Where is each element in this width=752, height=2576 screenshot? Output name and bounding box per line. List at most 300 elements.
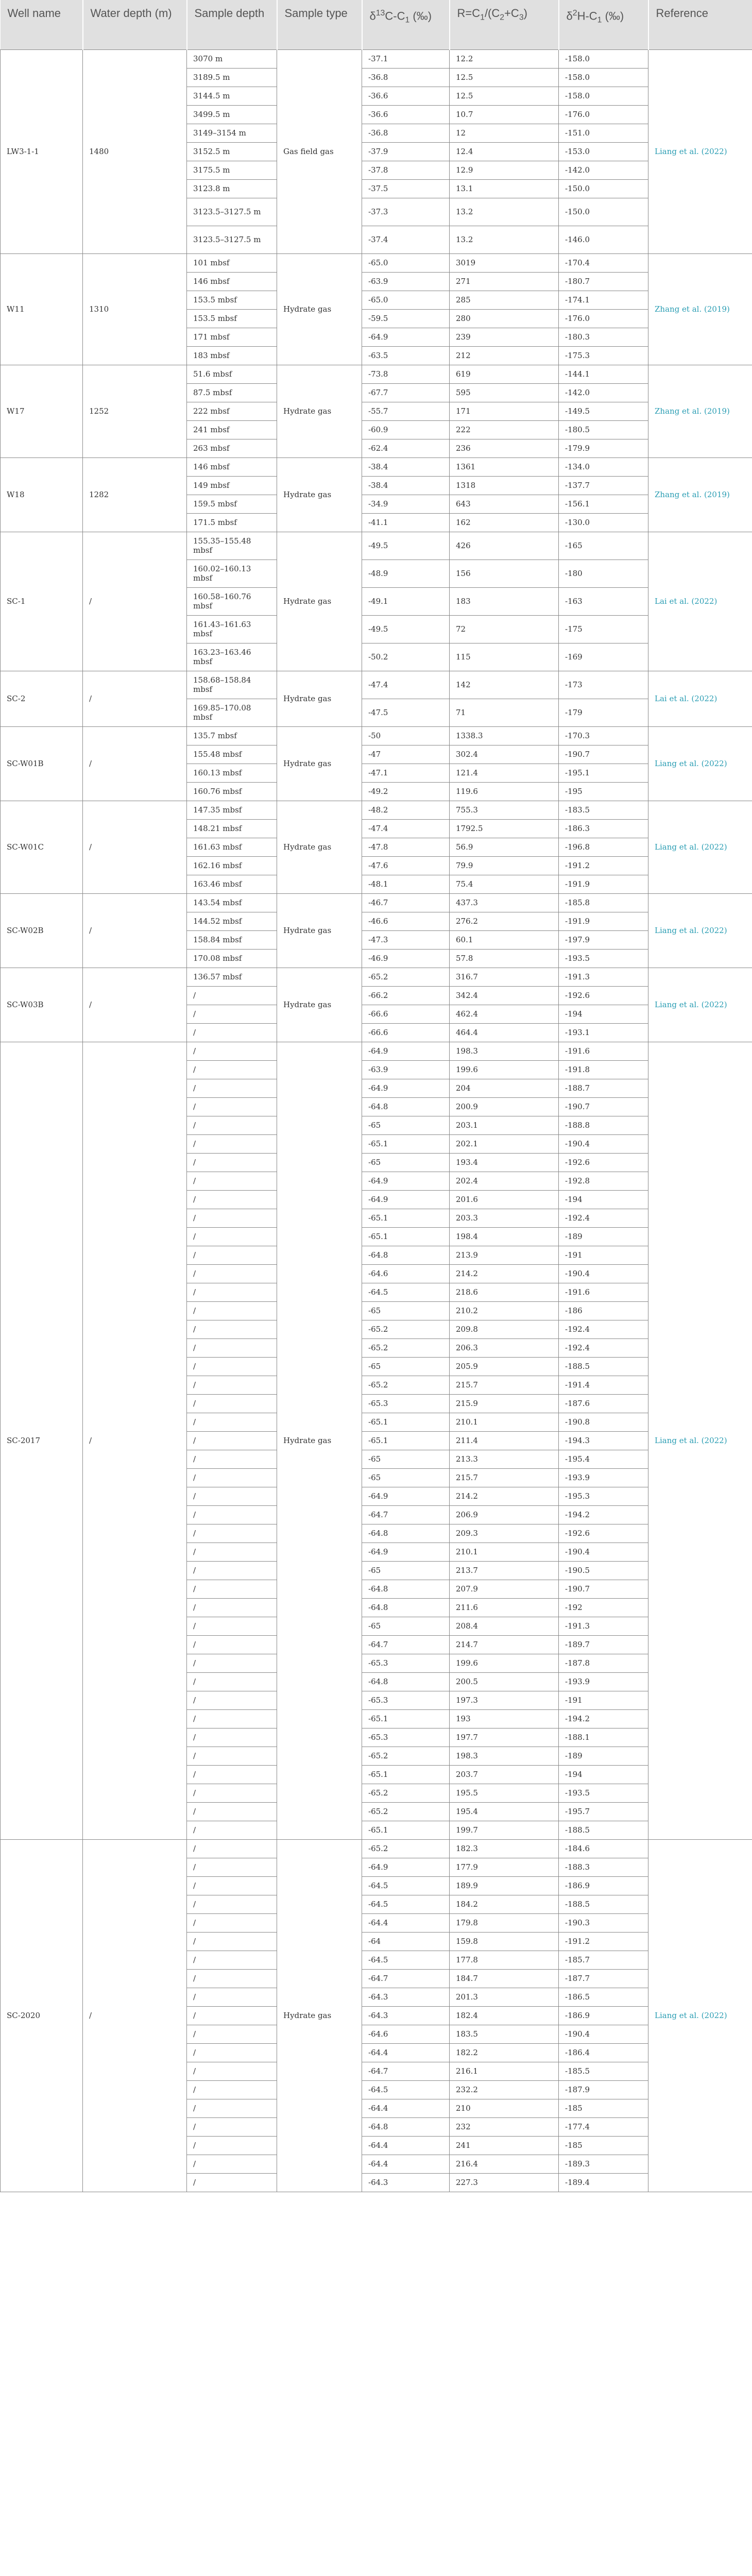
ratio-cell: 213.9 bbox=[450, 1246, 559, 1264]
delta2h-cell: -169 bbox=[559, 643, 648, 671]
delta2h-cell: -191 bbox=[559, 1246, 648, 1264]
delta13c-cell: -59.5 bbox=[362, 309, 450, 328]
sample-type-cell: Hydrate gas bbox=[277, 457, 362, 532]
water-depth-cell: 1252 bbox=[83, 365, 187, 457]
sample-depth-cell: 263 mbsf bbox=[187, 439, 277, 457]
delta2h-cell: -142.0 bbox=[559, 161, 648, 179]
water-depth-cell: / bbox=[83, 671, 187, 726]
sample-depth-cell: 3123.5–3127.5 m bbox=[187, 226, 277, 253]
delta13c-cell: -47.4 bbox=[362, 819, 450, 838]
sample-type-cell: Hydrate gas bbox=[277, 365, 362, 457]
reference-cell: Lai et al. (2022) bbox=[648, 532, 752, 671]
delta13c-cell: -65.2 bbox=[362, 1376, 450, 1394]
ratio-cell: 183 bbox=[450, 587, 559, 615]
delta13c-cell: -46.6 bbox=[362, 912, 450, 930]
delta13c-cell: -41.1 bbox=[362, 513, 450, 532]
ratio-cell: 159.8 bbox=[450, 1932, 559, 1951]
delta13c-cell: -65 bbox=[362, 1468, 450, 1487]
sample-depth-cell: 155.48 mbsf bbox=[187, 745, 277, 764]
delta13c-cell: -64.9 bbox=[362, 1190, 450, 1209]
well-name-cell: SC-W01B bbox=[1, 726, 83, 801]
delta2h-cell: -192.8 bbox=[559, 1172, 648, 1190]
delta13c-cell: -38.4 bbox=[362, 457, 450, 476]
ratio-cell: 209.8 bbox=[450, 1320, 559, 1338]
sample-type-cell: Hydrate gas bbox=[277, 671, 362, 726]
ratio-cell: 595 bbox=[450, 383, 559, 402]
ratio-cell: 206.9 bbox=[450, 1505, 559, 1524]
delta2h-cell: -190.3 bbox=[559, 1913, 648, 1932]
ratio-cell: 203.3 bbox=[450, 1209, 559, 1227]
delta2h-cell: -180.5 bbox=[559, 420, 648, 439]
delta13c-cell: -64.8 bbox=[362, 2117, 450, 2136]
sample-type-cell: Hydrate gas bbox=[277, 1042, 362, 1839]
well-name-cell: W11 bbox=[1, 253, 83, 365]
sample-depth-cell: 147.35 mbsf bbox=[187, 801, 277, 819]
sample-depth-cell: / bbox=[187, 1617, 277, 1635]
ratio-cell: 12.5 bbox=[450, 87, 559, 105]
delta13c-cell: -65.2 bbox=[362, 1839, 450, 1858]
ratio-cell: 213.7 bbox=[450, 1561, 559, 1580]
delta2h-cell: -185 bbox=[559, 2099, 648, 2117]
ratio-cell: 211.4 bbox=[450, 1431, 559, 1450]
sample-depth-cell: / bbox=[187, 1598, 277, 1617]
sample-depth-cell: 3189.5 m bbox=[187, 68, 277, 87]
sample-depth-cell: 158.84 mbsf bbox=[187, 930, 277, 949]
sample-depth-cell: / bbox=[187, 1394, 277, 1413]
sample-depth-cell: / bbox=[187, 1951, 277, 1969]
delta2h-cell: -180.3 bbox=[559, 328, 648, 346]
delta2h-cell: -194.2 bbox=[559, 1709, 648, 1728]
delta13c-cell: -64.6 bbox=[362, 1264, 450, 1283]
delta2h-cell: -153.0 bbox=[559, 142, 648, 161]
sample-depth-cell: / bbox=[187, 1357, 277, 1376]
ratio-cell: 60.1 bbox=[450, 930, 559, 949]
delta13c-cell: -37.4 bbox=[362, 226, 450, 253]
table-row bbox=[1, 1839, 752, 1858]
delta13c-cell: -64.9 bbox=[362, 1858, 450, 1876]
sample-type-cell: Hydrate gas bbox=[277, 253, 362, 365]
sample-depth-cell: / bbox=[187, 1301, 277, 1320]
delta13c-cell: -65.1 bbox=[362, 1227, 450, 1246]
table-header bbox=[1, 0, 752, 49]
sample-depth-cell: / bbox=[187, 1097, 277, 1116]
sample-depth-cell: 148.21 mbsf bbox=[187, 819, 277, 838]
ratio-cell: 162 bbox=[450, 513, 559, 532]
delta2h-cell: -170.3 bbox=[559, 726, 648, 745]
delta13c-cell: -64.8 bbox=[362, 1524, 450, 1543]
ratio-cell: 215.7 bbox=[450, 1468, 559, 1487]
delta13c-cell: -65.1 bbox=[362, 1821, 450, 1839]
ratio-cell: 182.2 bbox=[450, 2043, 559, 2062]
sample-depth-cell: 136.57 mbsf bbox=[187, 968, 277, 986]
sample-depth-cell: / bbox=[187, 1802, 277, 1821]
delta2h-cell: -142.0 bbox=[559, 383, 648, 402]
delta2h-cell: -192.4 bbox=[559, 1338, 648, 1357]
ratio-cell: 205.9 bbox=[450, 1357, 559, 1376]
water-depth-cell: / bbox=[83, 1042, 187, 1839]
sample-depth-cell: 144.52 mbsf bbox=[187, 912, 277, 930]
ratio-cell: 142 bbox=[450, 671, 559, 699]
sample-depth-cell: 159.5 mbsf bbox=[187, 495, 277, 513]
delta2h-cell: -186.9 bbox=[559, 2006, 648, 2025]
reference-cell: Liang et al. (2022) bbox=[648, 968, 752, 1042]
delta2h-cell: -191.4 bbox=[559, 1376, 648, 1394]
ratio-cell: 210 bbox=[450, 2099, 559, 2117]
delta2h-cell: -187.9 bbox=[559, 2080, 648, 2099]
delta13c-cell: -64.5 bbox=[362, 1283, 450, 1301]
reference-cell: Lai et al. (2022) bbox=[648, 671, 752, 726]
delta13c-cell: -37.3 bbox=[362, 198, 450, 226]
sample-depth-cell: / bbox=[187, 1913, 277, 1932]
delta2h-cell: -187.6 bbox=[559, 1394, 648, 1413]
sample-type-cell: Hydrate gas bbox=[277, 532, 362, 671]
delta2h-cell: -188.7 bbox=[559, 1079, 648, 1097]
delta2h-cell: -183.5 bbox=[559, 801, 648, 819]
sample-depth-cell: 163.23–163.46 mbsf bbox=[187, 643, 277, 671]
delta13c-cell: -47 bbox=[362, 745, 450, 764]
ratio-cell: 1792.5 bbox=[450, 819, 559, 838]
sample-depth-cell: / bbox=[187, 1858, 277, 1876]
delta13c-cell: -63.5 bbox=[362, 346, 450, 365]
delta13c-cell: -46.9 bbox=[362, 949, 450, 968]
ratio-cell: 213.3 bbox=[450, 1450, 559, 1468]
sample-depth-cell: 163.46 mbsf bbox=[187, 875, 277, 893]
reference-cell: Liang et al. (2022) bbox=[648, 1042, 752, 1839]
delta13c-cell: -65 bbox=[362, 1116, 450, 1134]
sample-type-cell: Hydrate gas bbox=[277, 726, 362, 801]
sample-depth-cell: / bbox=[187, 1450, 277, 1468]
well-name-cell: SC-W02B bbox=[1, 893, 83, 968]
sample-depth-cell: / bbox=[187, 1876, 277, 1895]
ratio-cell: 236 bbox=[450, 439, 559, 457]
delta13c-cell: -37.8 bbox=[362, 161, 450, 179]
sample-depth-cell: / bbox=[187, 1431, 277, 1450]
delta13c-cell: -36.6 bbox=[362, 87, 450, 105]
sample-type-cell: Hydrate gas bbox=[277, 1839, 362, 2192]
delta2h-cell: -190.5 bbox=[559, 1561, 648, 1580]
ratio-cell: 177.8 bbox=[450, 1951, 559, 1969]
delta13c-cell: -47.1 bbox=[362, 764, 450, 782]
reference-cell: Liang et al. (2022) bbox=[648, 801, 752, 893]
ratio-cell: 72 bbox=[450, 615, 559, 643]
delta13c-cell: -65.3 bbox=[362, 1691, 450, 1709]
ratio-cell: 203.7 bbox=[450, 1765, 559, 1784]
delta2h-cell: -186 bbox=[559, 1301, 648, 1320]
header-delta2h: $\delta^2H-C_1$ (‰) bbox=[559, 0, 648, 49]
delta13c-cell: -73.8 bbox=[362, 365, 450, 383]
water-depth-cell: / bbox=[83, 726, 187, 801]
ratio-cell: 276.2 bbox=[450, 912, 559, 930]
delta2h-cell: -188.5 bbox=[559, 1821, 648, 1839]
ratio-cell: 197.7 bbox=[450, 1728, 559, 1747]
sample-depth-cell: / bbox=[187, 1209, 277, 1227]
ratio-cell: 239 bbox=[450, 328, 559, 346]
delta2h-cell: -193.5 bbox=[559, 1784, 648, 1802]
reference-cell: Liang et al. (2022) bbox=[648, 893, 752, 968]
delta2h-cell: -189.7 bbox=[559, 1635, 648, 1654]
sample-depth-cell: 160.76 mbsf bbox=[187, 782, 277, 801]
delta2h-cell: -191.3 bbox=[559, 1617, 648, 1635]
ratio-cell: 182.3 bbox=[450, 1839, 559, 1858]
delta2h-cell: -190.4 bbox=[559, 1543, 648, 1561]
delta2h-cell: -151.0 bbox=[559, 124, 648, 142]
ratio-cell: 285 bbox=[450, 291, 559, 309]
ratio-cell: 342.4 bbox=[450, 986, 559, 1005]
delta2h-cell: -188.3 bbox=[559, 1858, 648, 1876]
ratio-cell: 12.5 bbox=[450, 68, 559, 87]
ratio-cell: 179.8 bbox=[450, 1913, 559, 1932]
ratio-cell: 203.1 bbox=[450, 1116, 559, 1134]
ratio-cell: 232 bbox=[450, 2117, 559, 2136]
ratio-cell: 177.9 bbox=[450, 1858, 559, 1876]
sample-depth-cell: / bbox=[187, 1376, 277, 1394]
sample-depth-cell: 101 mbsf bbox=[187, 253, 277, 272]
sample-depth-cell: 3070 m bbox=[187, 49, 277, 68]
delta2h-cell: -187.7 bbox=[559, 1969, 648, 1988]
header-delta13c: $\delta^{13}C-C_1$ (‰) bbox=[362, 0, 450, 49]
delta13c-cell: -64.3 bbox=[362, 2173, 450, 2192]
delta13c-cell: -65.2 bbox=[362, 968, 450, 986]
delta2h-cell: -193.1 bbox=[559, 1023, 648, 1042]
sample-depth-cell: / bbox=[187, 1747, 277, 1765]
header-sample-depth: Sample depth bbox=[187, 0, 277, 49]
delta13c-cell: -66.6 bbox=[362, 1005, 450, 1023]
delta2h-cell: -177.4 bbox=[559, 2117, 648, 2136]
ratio-cell: 232.2 bbox=[450, 2080, 559, 2099]
delta13c-cell: -63.9 bbox=[362, 272, 450, 291]
delta2h-cell: -193.5 bbox=[559, 949, 648, 968]
header-ratio: $R=C_1/(C_2+C_3)$ bbox=[450, 0, 559, 49]
ratio-cell: 280 bbox=[450, 309, 559, 328]
delta2h-cell: -179.9 bbox=[559, 439, 648, 457]
ratio-cell: 202.1 bbox=[450, 1134, 559, 1153]
sample-depth-cell: / bbox=[187, 1728, 277, 1747]
delta2h-cell: -188.5 bbox=[559, 1357, 648, 1376]
ratio-cell: 241 bbox=[450, 2136, 559, 2155]
ratio-cell: 209.3 bbox=[450, 1524, 559, 1543]
sample-depth-cell: 146 mbsf bbox=[187, 272, 277, 291]
delta2h-cell: -158.0 bbox=[559, 49, 648, 68]
ratio-cell: 212 bbox=[450, 346, 559, 365]
sample-depth-cell: 3144.5 m bbox=[187, 87, 277, 105]
ratio-cell: 316.7 bbox=[450, 968, 559, 986]
ratio-cell: 216.4 bbox=[450, 2155, 559, 2173]
ratio-cell: 216.1 bbox=[450, 2062, 559, 2080]
delta13c-cell: -64.5 bbox=[362, 1876, 450, 1895]
delta2h-cell: -189 bbox=[559, 1747, 648, 1765]
delta2h-cell: -185.8 bbox=[559, 893, 648, 912]
sample-depth-cell: 171.5 mbsf bbox=[187, 513, 277, 532]
ratio-cell: 156 bbox=[450, 560, 559, 587]
delta2h-cell: -195.3 bbox=[559, 1487, 648, 1505]
ratio-cell: 119.6 bbox=[450, 782, 559, 801]
ratio-cell: 222 bbox=[450, 420, 559, 439]
delta2h-cell: -194 bbox=[559, 1190, 648, 1209]
ratio-cell: 115 bbox=[450, 643, 559, 671]
sample-depth-cell: / bbox=[187, 2117, 277, 2136]
sample-depth-cell: 169.85–170.08 mbsf bbox=[187, 699, 277, 726]
delta2h-cell: -180 bbox=[559, 560, 648, 587]
delta13c-cell: -46.7 bbox=[362, 893, 450, 912]
sample-depth-cell: / bbox=[187, 1060, 277, 1079]
sample-depth-cell: 162.16 mbsf bbox=[187, 856, 277, 875]
delta13c-cell: -47.4 bbox=[362, 671, 450, 699]
ratio-cell: 201.3 bbox=[450, 1988, 559, 2006]
sample-depth-cell: 171 mbsf bbox=[187, 328, 277, 346]
sample-depth-cell: 87.5 mbsf bbox=[187, 383, 277, 402]
delta2h-cell: -150.0 bbox=[559, 179, 648, 198]
delta2h-cell: -165 bbox=[559, 532, 648, 560]
delta13c-cell: -64.5 bbox=[362, 2080, 450, 2099]
sample-depth-cell: 160.58–160.76 mbsf bbox=[187, 587, 277, 615]
sample-depth-cell: 51.6 mbsf bbox=[187, 365, 277, 383]
sample-depth-cell: / bbox=[187, 1338, 277, 1357]
delta2h-cell: -192.6 bbox=[559, 986, 648, 1005]
sample-depth-cell: 135.7 mbsf bbox=[187, 726, 277, 745]
delta2h-cell: -192.6 bbox=[559, 1524, 648, 1543]
delta13c-cell: -64.7 bbox=[362, 1969, 450, 1988]
ratio-cell: 189.9 bbox=[450, 1876, 559, 1895]
delta2h-cell: -149.5 bbox=[559, 402, 648, 420]
delta2h-cell: -134.0 bbox=[559, 457, 648, 476]
sample-depth-cell: / bbox=[187, 1264, 277, 1283]
sample-depth-cell: / bbox=[187, 1320, 277, 1338]
ratio-cell: 13.2 bbox=[450, 198, 559, 226]
delta13c-cell: -37.1 bbox=[362, 49, 450, 68]
ratio-cell: 13.1 bbox=[450, 179, 559, 198]
ratio-cell: 206.3 bbox=[450, 1338, 559, 1357]
delta13c-cell: -64.4 bbox=[362, 1913, 450, 1932]
sample-depth-cell: / bbox=[187, 1023, 277, 1042]
delta2h-cell: -186.4 bbox=[559, 2043, 648, 2062]
delta2h-cell: -191 bbox=[559, 1691, 648, 1709]
water-depth-cell: / bbox=[83, 532, 187, 671]
delta2h-cell: -195 bbox=[559, 782, 648, 801]
sample-depth-cell: 3149–3154 m bbox=[187, 124, 277, 142]
sample-depth-cell: / bbox=[187, 1784, 277, 1802]
delta2h-cell: -191.6 bbox=[559, 1283, 648, 1301]
ratio-cell: 210.1 bbox=[450, 1413, 559, 1431]
delta2h-cell: -195.4 bbox=[559, 1450, 648, 1468]
header-well-name: Well name bbox=[1, 0, 83, 49]
delta13c-cell: -64.8 bbox=[362, 1580, 450, 1598]
delta13c-cell: -64.9 bbox=[362, 1042, 450, 1060]
delta13c-cell: -62.4 bbox=[362, 439, 450, 457]
ratio-cell: 193.4 bbox=[450, 1153, 559, 1172]
delta2h-cell: -190.7 bbox=[559, 1580, 648, 1598]
ratio-cell: 199.6 bbox=[450, 1654, 559, 1672]
delta2h-cell: -170.4 bbox=[559, 253, 648, 272]
sample-depth-cell: / bbox=[187, 2099, 277, 2117]
ratio-cell: 426 bbox=[450, 532, 559, 560]
sample-depth-cell: / bbox=[187, 1580, 277, 1598]
well-name-cell: SC-1 bbox=[1, 532, 83, 671]
delta2h-cell: -176.0 bbox=[559, 309, 648, 328]
sample-depth-cell: 153.5 mbsf bbox=[187, 309, 277, 328]
ratio-cell: 464.4 bbox=[450, 1023, 559, 1042]
ratio-cell: 211.6 bbox=[450, 1598, 559, 1617]
delta2h-cell: -188.8 bbox=[559, 1116, 648, 1134]
sample-depth-cell: / bbox=[187, 1635, 277, 1654]
ratio-cell: 227.3 bbox=[450, 2173, 559, 2192]
delta13c-cell: -65.0 bbox=[362, 291, 450, 309]
sample-depth-cell: 161.43–161.63 mbsf bbox=[187, 615, 277, 643]
table-row bbox=[1, 968, 752, 986]
sample-depth-cell: / bbox=[187, 2136, 277, 2155]
delta13c-cell: -48.2 bbox=[362, 801, 450, 819]
sample-depth-cell: / bbox=[187, 1153, 277, 1172]
ratio-cell: 79.9 bbox=[450, 856, 559, 875]
well-name-cell: SC-2 bbox=[1, 671, 83, 726]
sample-depth-cell: / bbox=[187, 1654, 277, 1672]
sample-depth-cell: / bbox=[187, 1005, 277, 1023]
delta2h-cell: -173 bbox=[559, 671, 648, 699]
ratio-cell: 1361 bbox=[450, 457, 559, 476]
ratio-cell: 56.9 bbox=[450, 838, 559, 856]
sample-depth-cell: / bbox=[187, 1524, 277, 1543]
delta2h-cell: -137.7 bbox=[559, 476, 648, 495]
sample-depth-cell: / bbox=[187, 1505, 277, 1524]
ratio-cell: 193 bbox=[450, 1709, 559, 1728]
sample-type-cell: Hydrate gas bbox=[277, 893, 362, 968]
ratio-cell: 210.2 bbox=[450, 1301, 559, 1320]
ratio-cell: 271 bbox=[450, 272, 559, 291]
delta2h-cell: -191.2 bbox=[559, 856, 648, 875]
delta13c-cell: -65.0 bbox=[362, 253, 450, 272]
water-depth-cell: / bbox=[83, 893, 187, 968]
delta13c-cell: -64.5 bbox=[362, 1895, 450, 1913]
delta2h-cell: -130.0 bbox=[559, 513, 648, 532]
water-depth-cell: / bbox=[83, 968, 187, 1042]
delta13c-cell: -66.2 bbox=[362, 986, 450, 1005]
header-row bbox=[1, 0, 752, 49]
delta2h-cell: -188.1 bbox=[559, 1728, 648, 1747]
delta13c-cell: -36.8 bbox=[362, 68, 450, 87]
delta13c-cell: -65 bbox=[362, 1153, 450, 1172]
ratio-cell: 437.3 bbox=[450, 893, 559, 912]
ratio-cell: 198.3 bbox=[450, 1042, 559, 1060]
ratio-cell: 12.2 bbox=[450, 49, 559, 68]
ratio-cell: 214.7 bbox=[450, 1635, 559, 1654]
sample-depth-cell: / bbox=[187, 1691, 277, 1709]
ratio-cell: 71 bbox=[450, 699, 559, 726]
delta2h-cell: -144.1 bbox=[559, 365, 648, 383]
sample-depth-cell: / bbox=[187, 1116, 277, 1134]
delta2h-cell: -179 bbox=[559, 699, 648, 726]
delta13c-cell: -60.9 bbox=[362, 420, 450, 439]
delta2h-cell: -146.0 bbox=[559, 226, 648, 253]
sample-depth-cell: / bbox=[187, 2062, 277, 2080]
header-water-depth: Water depth (m) bbox=[83, 0, 187, 49]
ratio-cell: 75.4 bbox=[450, 875, 559, 893]
ratio-cell: 184.2 bbox=[450, 1895, 559, 1913]
delta2h-cell: -194.2 bbox=[559, 1505, 648, 1524]
delta2h-cell: -185 bbox=[559, 2136, 648, 2155]
table-row bbox=[1, 457, 752, 476]
delta2h-cell: -190.7 bbox=[559, 745, 648, 764]
water-depth-cell: 1310 bbox=[83, 253, 187, 365]
well-name-cell: SC-2020 bbox=[1, 1839, 83, 2192]
ratio-cell: 619 bbox=[450, 365, 559, 383]
sample-depth-cell: 146 mbsf bbox=[187, 457, 277, 476]
delta13c-cell: -47.6 bbox=[362, 856, 450, 875]
delta2h-cell: -192.6 bbox=[559, 1153, 648, 1172]
ratio-cell: 182.4 bbox=[450, 2006, 559, 2025]
sample-depth-cell: 149 mbsf bbox=[187, 476, 277, 495]
sample-depth-cell: 3499.5 m bbox=[187, 105, 277, 124]
delta2h-cell: -191.9 bbox=[559, 912, 648, 930]
ratio-cell: 199.6 bbox=[450, 1060, 559, 1079]
